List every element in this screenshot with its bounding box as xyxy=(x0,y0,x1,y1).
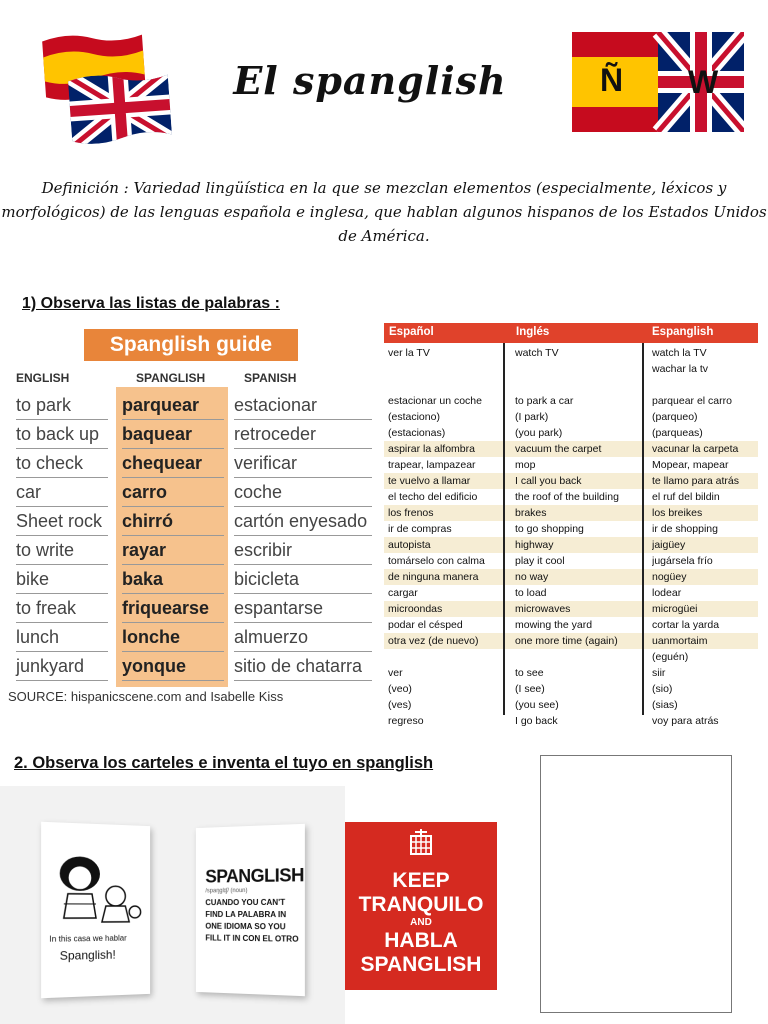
vocab-espanol-cell: de ninguna manera xyxy=(388,571,479,583)
vocab-espanglish-cell: uanmortaim xyxy=(652,635,708,647)
vocab-ingles-cell: microwaves xyxy=(515,603,571,615)
vocab-ingles-cell: brakes xyxy=(515,507,547,519)
vocab-espanol-cell: microondas xyxy=(388,603,443,615)
guide-spanish-cell: bicicleta xyxy=(234,565,372,594)
vocab-ingles-cell: to park a car xyxy=(515,395,574,407)
uk-flag-icon xyxy=(66,70,174,146)
guide-english-cell: to write xyxy=(16,536,108,565)
guide-english-cell: to freak xyxy=(16,594,108,623)
guide-row xyxy=(8,449,376,478)
vocab-ingles-cell: (I park) xyxy=(515,411,549,423)
vocab-ingles-cell xyxy=(515,377,641,393)
vocab-espanglish-cell: parquear el carro xyxy=(652,395,732,407)
vocab-ingles-cell: highway xyxy=(515,539,554,551)
vocab-espanol-cell: (estacionas) xyxy=(388,427,446,439)
vocab-espanglish-cell: nogüey xyxy=(652,571,687,583)
guide-row xyxy=(8,565,376,594)
mafalda-poster xyxy=(41,822,150,999)
vocab-ingles-cell: mop xyxy=(515,459,536,471)
vocab-espanglish-cell: (parqueo) xyxy=(652,411,698,423)
vocab-header-espanglish: Espanglish xyxy=(652,326,714,338)
vocab-ingles-cell: one more time (again) xyxy=(515,635,618,647)
keep-line1: KEEP xyxy=(392,869,450,892)
vocab-espanol-cell: el techo del edificio xyxy=(388,491,478,503)
spanglish-flag-icon xyxy=(572,32,744,132)
vocab-espanol-cell: tomárselo con calma xyxy=(388,555,485,567)
vocab-espanol-cell: (estaciono) xyxy=(388,411,440,423)
guide-english-cell: Sheet rock xyxy=(16,507,108,536)
vocab-ingles-cell xyxy=(515,361,641,377)
vocab-ingles-cell: mowing the yard xyxy=(515,619,593,631)
dict-line: FIND LA PALABRA IN xyxy=(205,910,287,920)
guide-spanish-cell: espantarse xyxy=(234,594,372,623)
guide-spanish-cell: coche xyxy=(234,478,372,507)
mafalda-drawing-icon xyxy=(49,851,144,929)
guide-spanglish-cell: rayar xyxy=(122,536,224,565)
guide-row xyxy=(8,507,376,536)
vocab-espanol-cell: (ves) xyxy=(388,699,412,711)
mafalda-caption-line1: In this casa we hablar xyxy=(49,933,127,944)
guide-spanglish-cell: carro xyxy=(122,478,224,507)
guide-spanish-cell: verificar xyxy=(234,449,372,478)
guide-spanglish-cell: yonque xyxy=(122,652,224,681)
vocab-ingles-cell: no way xyxy=(515,571,549,583)
guide-spanglish-cell: friquearse xyxy=(122,594,224,623)
vocab-header-ingles: Inglés xyxy=(516,326,550,338)
vocab-espanol-cell: (veo) xyxy=(388,683,412,695)
mafalda-caption-line2: Spanglish! xyxy=(59,947,116,963)
keep-line3: AND xyxy=(410,917,432,928)
guide-header-spanglish: SPANGLISH xyxy=(136,371,206,385)
vocab-espanglish-cell: el ruf del bildin xyxy=(652,491,720,503)
vocab-ingles-cell: to see xyxy=(515,667,544,679)
guide-english-cell: to park xyxy=(16,391,108,420)
dict-line: CUANDO YOU CAN'T xyxy=(205,897,286,908)
guide-spanish-cell: escribir xyxy=(234,536,372,565)
vocab-ingles-cell: (you see) xyxy=(515,699,559,711)
guide-english-cell: bike xyxy=(16,565,108,594)
vocab-header-espanol: Español xyxy=(389,326,434,338)
vocab-ingles-cell: vacuum the carpet xyxy=(515,443,602,455)
guide-spanglish-cell: chequear xyxy=(122,449,224,478)
guide-header-english: ENGLISH xyxy=(16,371,70,385)
vocab-ingles-cell: the roof of the building xyxy=(515,491,619,503)
own-poster-box[interactable] xyxy=(540,755,732,1013)
guide-spanglish-cell: baka xyxy=(122,565,224,594)
flag-letter-enye: Ñ xyxy=(600,62,624,98)
vocab-espanol-cell: ver la TV xyxy=(388,347,430,359)
vocab-header xyxy=(384,323,758,343)
guide-english-cell: junkyard xyxy=(16,652,108,681)
guide-spanglish-cell: lonche xyxy=(122,623,224,652)
vocab-espanglish-cell: voy para atrás xyxy=(652,715,719,727)
vocab-espanglish-cell: (sio) xyxy=(652,683,673,695)
guide-spanish-cell: sitio de chatarra xyxy=(234,652,372,681)
vocab-ingles-cell: I call you back xyxy=(515,475,582,487)
vocab-espanol-cell: trapear, lampazear xyxy=(388,459,476,471)
vocab-espanol-cell: cargar xyxy=(388,587,418,599)
guide-row xyxy=(8,420,376,449)
dict-line: ONE IDIOMA SO YOU xyxy=(205,921,286,932)
vocab-espanol-cell: ver xyxy=(388,667,403,679)
vocab-table xyxy=(384,323,758,727)
guide-english-cell: lunch xyxy=(16,623,108,652)
vocab-ingles-cell: watch TV xyxy=(515,347,559,359)
guide-english-cell: car xyxy=(16,478,108,507)
section2-heading: 2. Observa los carteles e inventa el tuyo en spanglish xyxy=(14,754,434,772)
vocab-ingles-cell: to load xyxy=(515,587,547,599)
vocab-espanglish-cell: siir xyxy=(652,667,666,679)
vocab-ingles-cell: to go shopping xyxy=(515,523,584,535)
vocab-espanglish-cell: (eguén) xyxy=(652,651,689,663)
dict-line: FILL IT IN CON EL OTRO xyxy=(205,933,299,944)
keep-line5: SPANGLISH xyxy=(360,953,482,976)
vocab-ingles-cell: play it cool xyxy=(515,555,565,567)
guide-title: Spanglish guide xyxy=(84,329,298,361)
keep-line4: HABLA xyxy=(384,929,458,952)
vocab-espanglish-cell: vacunar la carpeta xyxy=(652,443,739,455)
guide-english-cell: to back up xyxy=(16,420,108,449)
guide-row xyxy=(8,594,376,623)
spanglish-guide xyxy=(8,325,376,713)
dictionary-poster xyxy=(196,824,305,996)
vocab-espanol-cell: autopista xyxy=(388,539,431,551)
vocab-espanglish-cell: lodear xyxy=(652,587,682,599)
guide-english-cell: to check xyxy=(16,449,108,478)
section1-heading: 1) Observa las listas de palabras : xyxy=(22,295,280,312)
vocab-espanglish-cell: jaigüey xyxy=(652,539,686,551)
vocab-espanglish-cell: cortar la yarda xyxy=(652,619,720,631)
vocab-espanol-cell xyxy=(388,361,502,377)
vocab-espanglish-cell: ir de shopping xyxy=(652,523,718,535)
vocab-espanglish-cell: te llamo para atrás xyxy=(652,475,739,487)
dict-pronunciation: /spaŋglɪʃ/ (noun) xyxy=(205,888,248,895)
guide-row xyxy=(8,391,376,420)
vocab-ingles-cell: I go back xyxy=(515,715,558,727)
guide-spanish-cell: retroceder xyxy=(234,420,372,449)
guide-spanish-cell: almuerzo xyxy=(234,623,372,652)
vocab-ingles-cell: (you park) xyxy=(515,427,563,439)
vocab-ingles-cell xyxy=(515,649,641,665)
vocab-espanglish-cell: watch la TV xyxy=(652,347,707,359)
vocab-espanol-cell xyxy=(388,649,502,665)
vocab-espanglish-cell: wachar la tv xyxy=(652,363,709,375)
vocab-ingles-cell: (I see) xyxy=(515,683,545,695)
vocab-espanol-cell: otra vez (de nuevo) xyxy=(388,635,479,647)
guide-header-spanish: SPANISH xyxy=(244,371,297,385)
guide-spanglish-cell: parquear xyxy=(122,391,224,420)
flag-letter-w: W xyxy=(688,64,719,100)
vocab-espanol-cell: regreso xyxy=(388,715,424,727)
guide-row xyxy=(8,478,376,507)
vocab-column-divider xyxy=(503,343,505,715)
definition-text: Definición : Variedad lingüística en la que se mezclan elementos (especialmente, léxicos y morfológicos) de las lenguas española e inglesa, que hablan algunos hispanos de los Estados Unidos de América. xyxy=(1,179,767,245)
vocab-espanglish-cell: Mopear, mapear xyxy=(652,459,729,471)
keep-line2: TRANQUILO xyxy=(358,893,484,916)
guide-row xyxy=(8,536,376,565)
guide-source: SOURCE: hispanicscene.com and Isabelle Kiss xyxy=(8,689,284,704)
guide-spanish-cell: cartón enyesado xyxy=(234,507,372,536)
page-title: El spanglish xyxy=(233,58,507,103)
guide-spanglish-cell: chirró xyxy=(122,507,224,536)
vocab-espanol-cell: podar el césped xyxy=(388,619,463,631)
vocab-espanol-cell: ir de compras xyxy=(388,523,452,535)
posters-area xyxy=(0,786,345,1024)
guide-spanish-cell: estacionar xyxy=(234,391,372,420)
keep-tranquilo-poster xyxy=(345,822,497,990)
vocab-espanglish-cell: microgüei xyxy=(652,603,698,615)
guide-spanglish-cell: baquear xyxy=(122,420,224,449)
portcullis-icon xyxy=(405,828,437,860)
vocab-espanol-cell: los frenos xyxy=(388,507,434,519)
vocab-espanol-cell: aspirar la alfombra xyxy=(388,443,475,455)
vocab-espanglish-cell xyxy=(652,377,758,393)
dict-title: SPANGLISH xyxy=(205,864,305,887)
vocab-espanglish-cell: los breikes xyxy=(652,507,703,519)
vocab-espanglish-cell: jugársela frío xyxy=(652,555,713,567)
vocab-espanol-cell: te vuelvo a llamar xyxy=(388,475,471,487)
vocab-espanglish-cell: (parqueas) xyxy=(652,427,703,439)
vocab-column-divider xyxy=(642,343,644,715)
guide-row xyxy=(8,623,376,652)
guide-row xyxy=(8,652,376,681)
vocab-espanglish-cell: (sias) xyxy=(652,699,678,711)
vocab-espanol-cell: estacionar un coche xyxy=(388,395,482,407)
vocab-espanol-cell xyxy=(388,377,502,393)
